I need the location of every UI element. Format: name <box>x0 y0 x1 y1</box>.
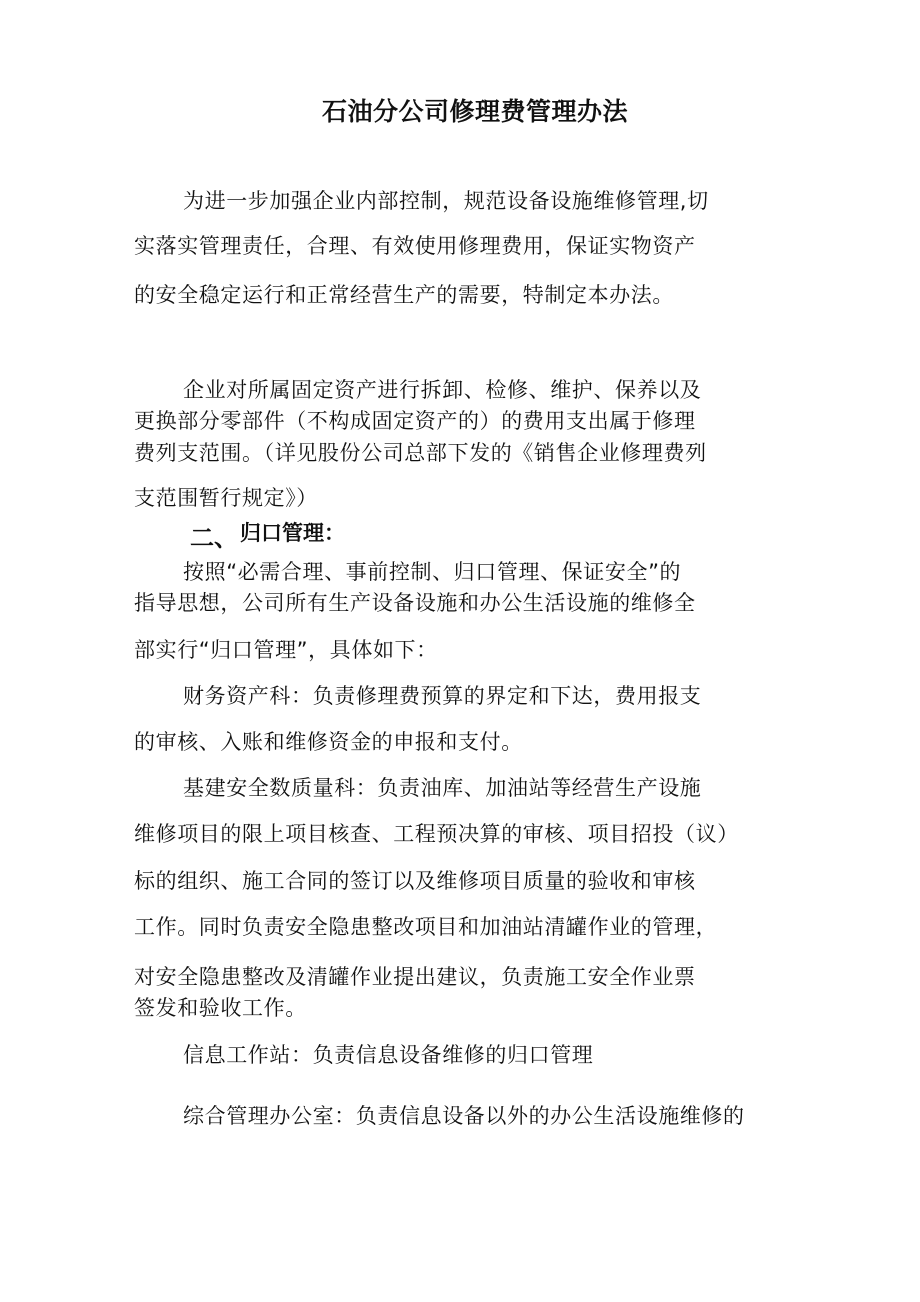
construction-line-2: 维修项目的限上项目核查、工程预决算的审核、项目招投（议） <box>134 822 739 846</box>
intro-line-2: 实落实管理责任，合理、有效使用修理费用，保证实物资产 <box>134 234 696 258</box>
finance-line-1: 财务资产科：负责修理费预算的界定和下达，费用报支 <box>183 684 702 708</box>
guideline-line-3: 部实行“归口管理”，具体如下： <box>134 638 438 662</box>
scope-line-1: 企业对所属固定资产进行拆卸、检修、维护、保养以及 <box>183 378 702 402</box>
construction-line-5: 对安全隐患整改及清罐作业提出建议，负责施工安全作业票 <box>134 965 696 989</box>
guideline-line-1: 按照“必需合理、事前控制、归口管理、保证安全”的 <box>183 560 682 584</box>
section-2-number: 二、 <box>190 524 238 552</box>
construction-line-4: 工作。同时负责安全隐患整改项目和加油站清罐作业的管理， <box>134 915 718 939</box>
scope-line-3: 费列支范围。（详见股份公司总部下发的《销售企业修理费列 <box>134 441 707 465</box>
construction-line-1: 基建安全数质量科：负责油库、加油站等经营生产设施 <box>183 776 702 800</box>
guideline-line-2: 指导思想，公司所有生产设备设施和办公生活设施的维修全 <box>134 591 696 615</box>
construction-line-6: 签发和验收工作。 <box>134 996 307 1020</box>
section-2-title: 归口管理： <box>240 521 345 545</box>
construction-line-3: 标的组织、施工合同的签订以及维修项目质量的验收和审核 <box>134 869 696 893</box>
intro-line-3: 的安全稳定运行和正常经营生产的需要，特制定本办法。 <box>134 283 674 307</box>
scope-line-4: 支范围暂行规定》） <box>134 486 318 510</box>
info-station-line: 信息工作站：负责信息设备维修的归口管理 <box>183 1043 594 1067</box>
office-line: 综合管理办公室：负责信息设备以外的办公生活设施维修的 <box>183 1104 745 1128</box>
document-title: 石油分公司修理费管理办法 <box>321 97 628 126</box>
intro-line-1: 为进一步加强企业内部控制，规范设备设施维修管理,切 <box>183 189 709 213</box>
section-2-heading <box>190 517 345 552</box>
scope-line-2: 更换部分零部件（不构成固定资产的）的费用支出属于修理 <box>134 409 696 433</box>
finance-line-2: 的审核、入账和维修资金的申报和支付。 <box>134 730 523 754</box>
